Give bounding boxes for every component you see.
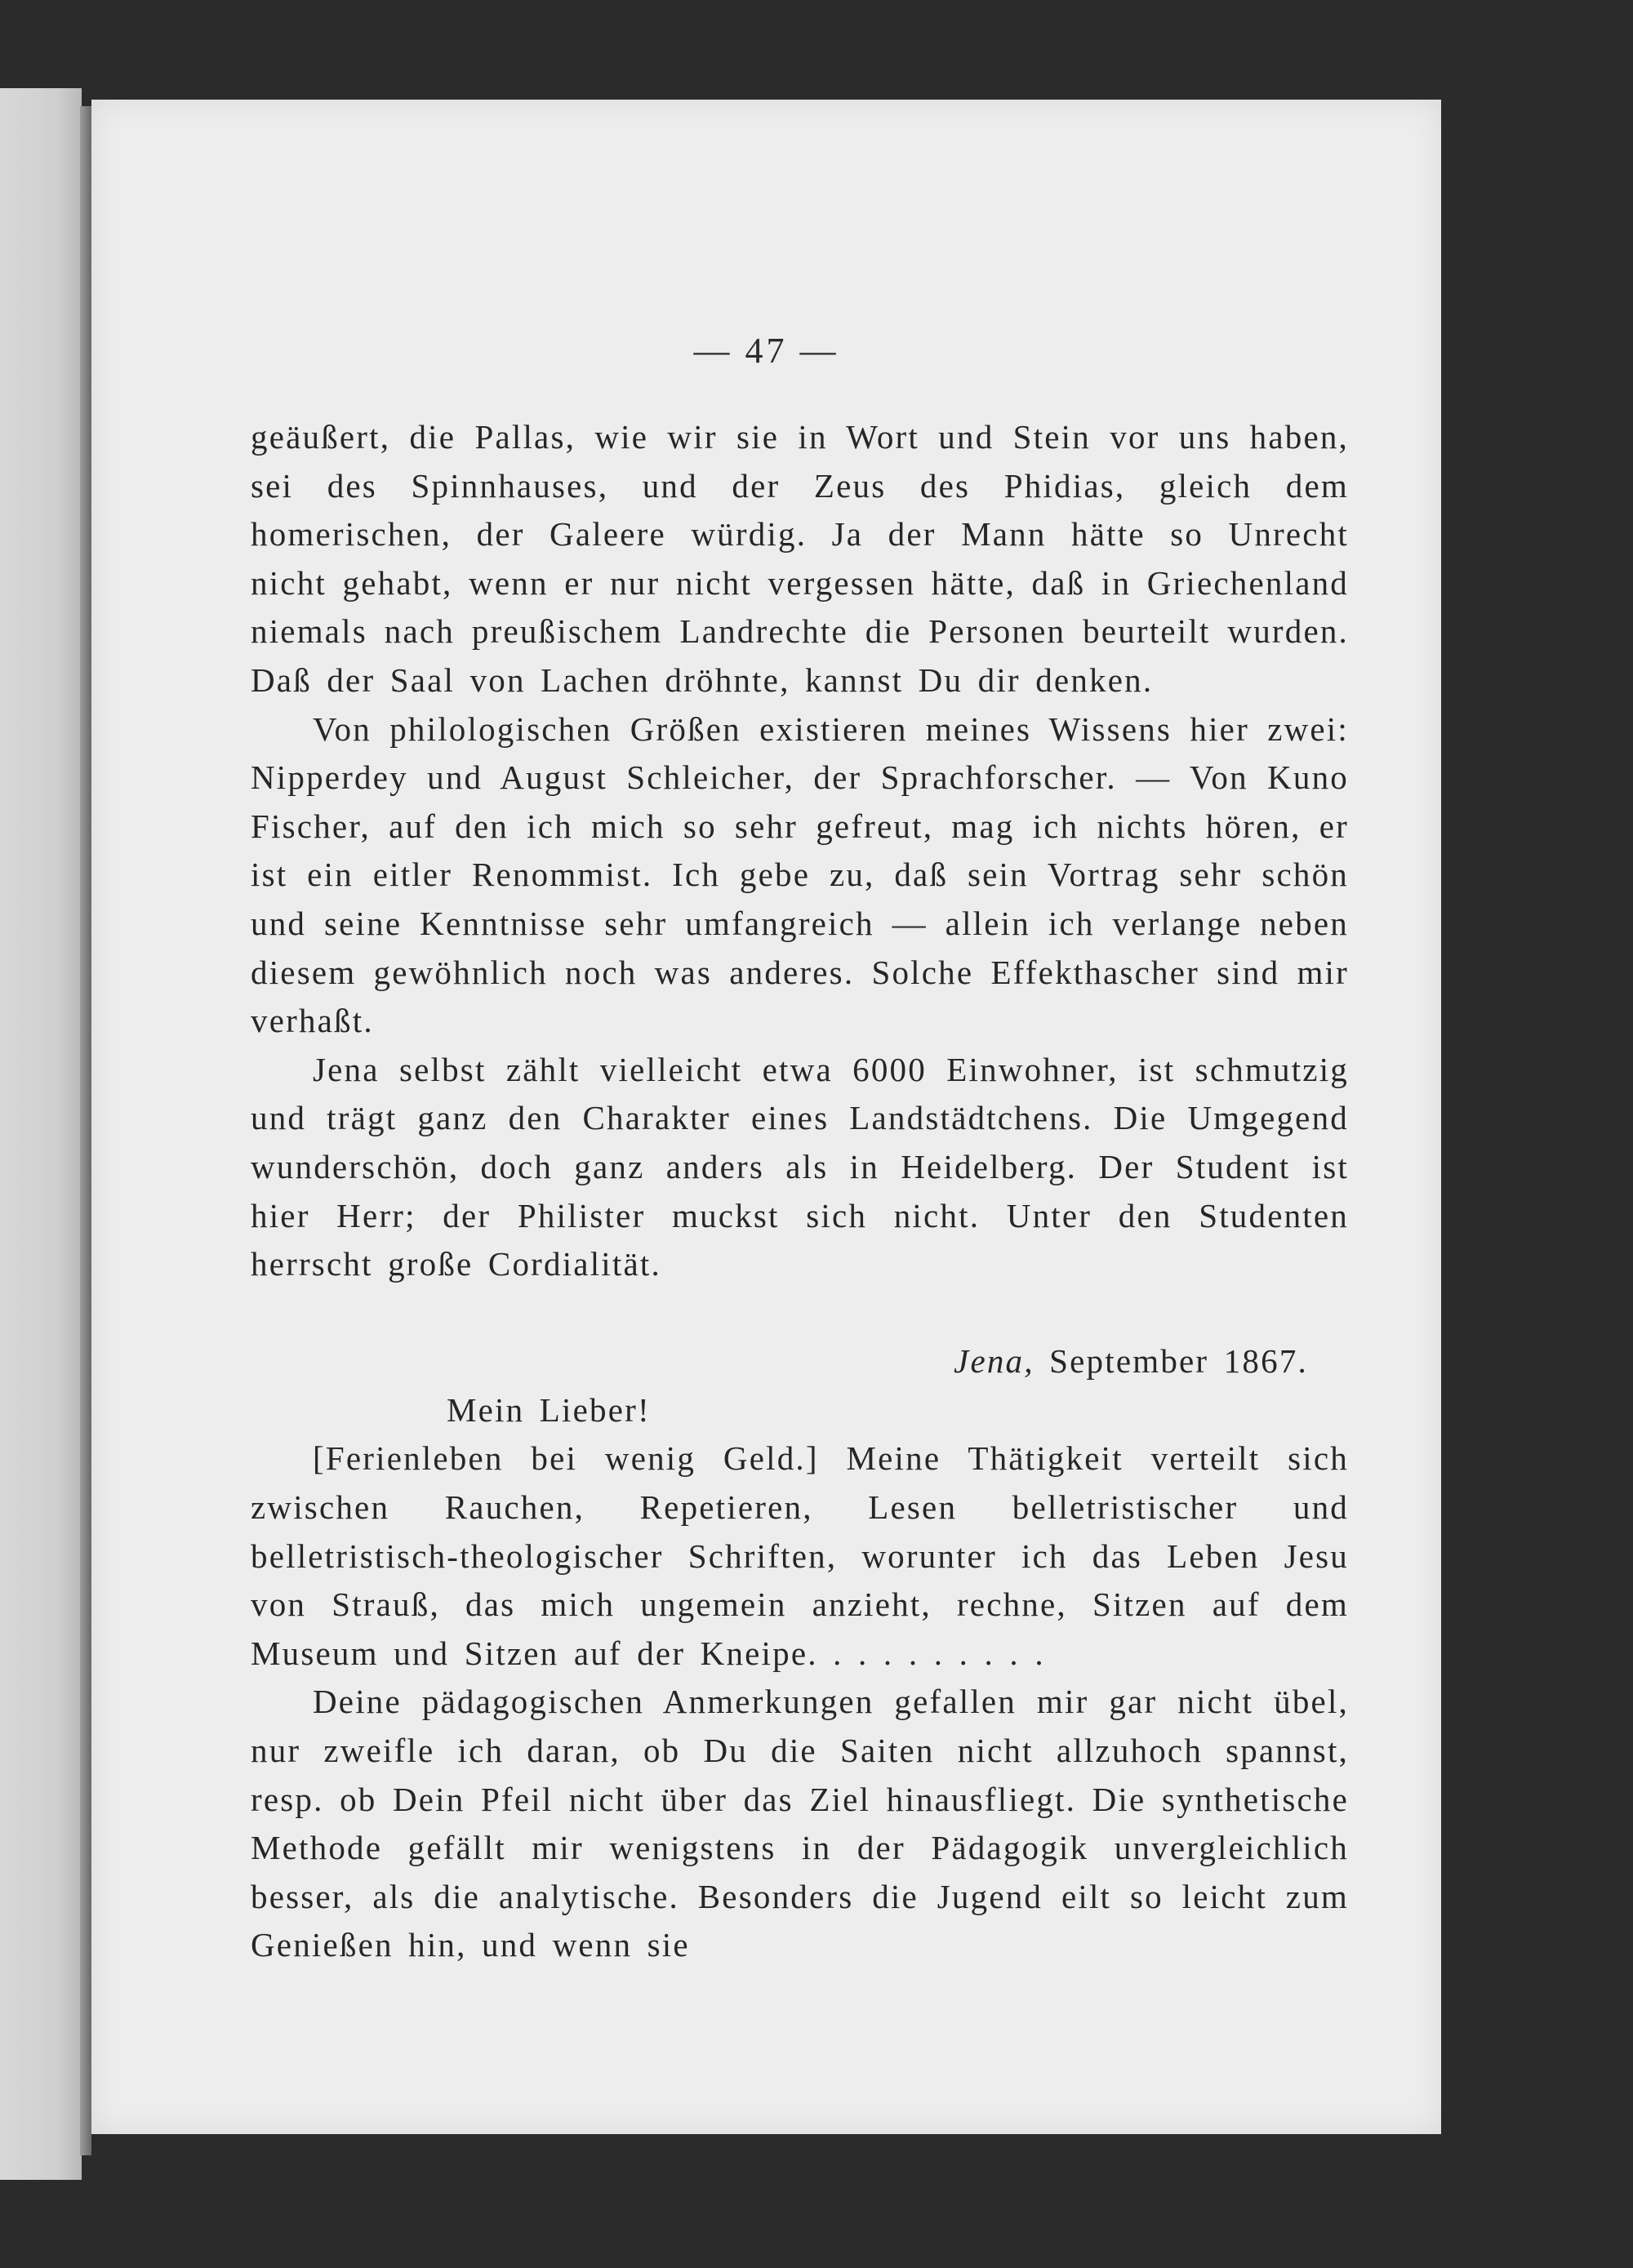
previous-page-edge bbox=[0, 88, 82, 2180]
paragraph-jena: Jena selbst zählt vielleicht etwa 6000 Einwohner, ist schmutzig und trägt ganz den Charakter eines Landstädtchens. Die Umgegend wunderschön, doch ganz anders als in Heidelberg. Der Student ist hier Herr; der Philister muckst sich nicht. Unter den Studenten herrscht große Cordialität. bbox=[251, 1050, 1349, 1283]
letter-salutation: Mein Lieber! bbox=[447, 1390, 651, 1429]
letter-dateline bbox=[251, 1337, 1349, 1386]
scanned-page bbox=[91, 100, 1441, 2134]
paragraph-continuation: geäußert, die Pallas, wie wir sie in Wort und Stein vor uns haben, sei des Spinnhauses, und der Zeus des Phidias, gleich dem homerischen, der Galeere würdig. Ja der Mann hätte so Unrecht nicht gehabt, wenn er nur nicht vergessen hätte, daß in Griechenland niemals nach preußischem Landrechte die Personen beurteilt wurden. Daß der Saal von Lachen dröhnte, kannst Du dir denken. bbox=[251, 418, 1349, 699]
paragraph-philologists: Von philologischen Größen existieren meines Wissens hier zwei: Nipperdey und August Schleicher, der Sprachforscher. — Von Kuno Fischer, auf den ich mich so sehr gefreut, mag ich nichts hören, er ist ein eitler Renommist. Ich gebe zu, daß sein Vortrag sehr schön und seine Kenntnisse sehr umfangreich — allein ich verlange neben diesem gewöhnlich noch was anderes. Solche Effekthascher sind mir verhaßt. bbox=[251, 709, 1349, 1040]
letter-date: September 1867. bbox=[1049, 1342, 1308, 1381]
letter-place: Jena, bbox=[954, 1342, 1035, 1381]
page-number: — 47 — bbox=[693, 331, 839, 371]
letter-paragraph-activities: [Ferienleben bei wenig Geld.] Meine Thätigkeit verteilt sich zwischen Rauchen, Repetieren, Lesen belletristischer und belletristisch-theologischer Schriften, worunter ich das Leben Jesu von Strauß, das mich ungemein anzieht, rechne, Sitzen auf dem Museum und Sitzen auf der Kneipe. . . . . . . . . . bbox=[251, 1439, 1349, 1672]
letter-paragraph-pedagogy: Deine pädagogischen Anmerkungen gefallen mir gar nicht übel, nur zweifle ich daran, ob Du die Saiten nicht allzuhoch spannst, resp. ob Dein Pfeil nicht über das Ziel hinausfliegt. Die synthetische Methode gefällt mir wenigstens in der Pädagogik unvergleichlich besser, als die analytische. Besonders die Jugend eilt so leicht zum Genießen hin, und wenn sie bbox=[251, 1683, 1349, 1964]
body-text bbox=[251, 413, 1349, 1970]
book-gutter bbox=[80, 106, 91, 2155]
